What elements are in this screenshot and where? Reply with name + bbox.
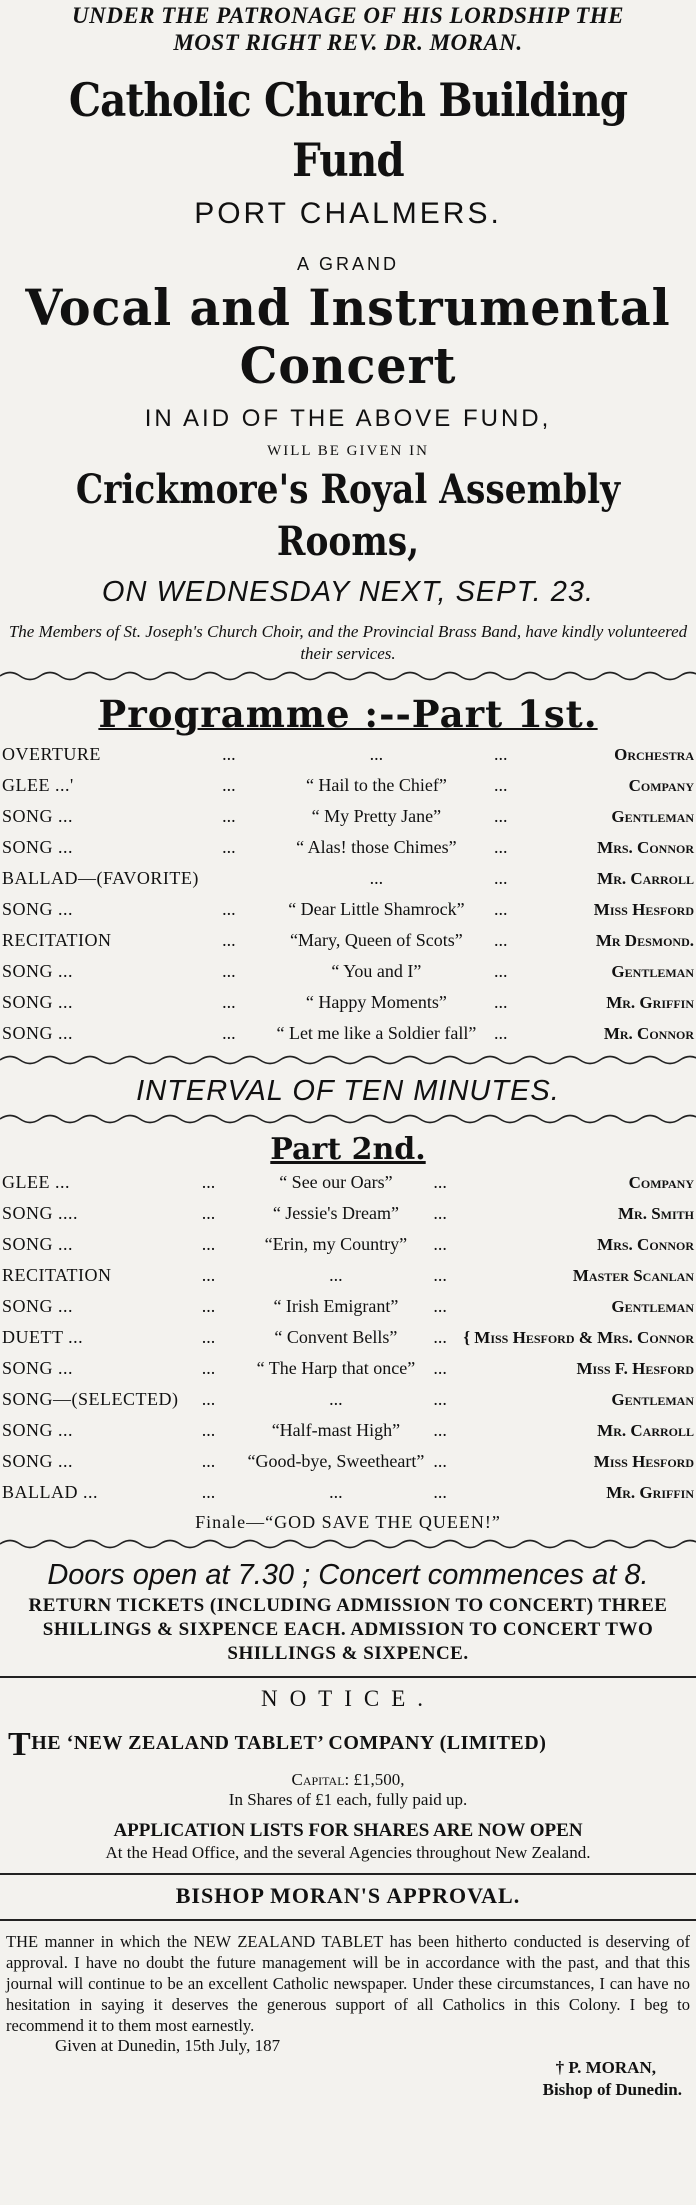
item-title: “Good-bye, Sweetheart” — [247, 1451, 425, 1471]
leader-dots: ... — [433, 1358, 447, 1378]
leader-dots: ... — [494, 775, 508, 795]
item-title: “ Hail to the Chief” — [305, 775, 447, 795]
programme-row — [0, 1167, 696, 1198]
patronage-line-2: MOST RIGHT REV. DR. MORAN. — [173, 30, 523, 55]
town-name: PORT CHALMERS. — [194, 197, 502, 230]
programme-row — [0, 1229, 696, 1260]
company-heading — [0, 1726, 696, 1764]
capital-line: Capital: £1,500, — [291, 1770, 405, 1789]
programme-row — [0, 832, 696, 863]
programme-row — [0, 894, 696, 925]
approval-title: BISHOP MORAN'S APPROVAL. — [175, 1883, 521, 1908]
signature-title: Bishop of Dunedin. — [542, 2080, 682, 2099]
programme-part1-table — [0, 739, 696, 1049]
item-type: SONG .... — [2, 1203, 79, 1223]
leader-dots: ... — [433, 1482, 447, 1502]
leader-dots: ... — [222, 1023, 236, 1043]
concert-date: ON WEDNESDAY NEXT, SEPT. 23. — [101, 576, 595, 608]
leader-dots: ... — [201, 1420, 216, 1440]
leader-dots: ... — [222, 806, 236, 826]
performer-name: Gentleman — [611, 961, 694, 981]
patronage-heading — [0, 0, 696, 56]
item-title: “ See our Oars” — [279, 1172, 393, 1192]
item-type: SONG ... — [2, 1358, 74, 1378]
performer-name: Mr. Griffin — [606, 992, 694, 1012]
finale-line: Finale—“GOD SAVE THE QUEEN!” — [195, 1512, 501, 1532]
item-title: ... — [329, 1482, 343, 1502]
leader-dots: ... — [201, 1358, 216, 1378]
leader-dots: ... — [433, 1172, 447, 1192]
item-title: “Half-mast High” — [271, 1420, 401, 1440]
doors-open-line: Doors open at 7.30 ; Concert commences at 8. — [47, 1559, 649, 1591]
leader-dots: ... — [494, 992, 508, 1012]
item-type: BALLAD—(FAVORITE) — [2, 868, 199, 888]
item-type: SONG ... — [2, 1023, 74, 1043]
leader-dots: ... — [494, 837, 508, 857]
performer-name: { Miss Hesford & Mrs. Connor — [463, 1327, 694, 1347]
programme-title: Programme :--Part 1st. — [98, 692, 598, 736]
leader-dots: ... — [433, 1203, 447, 1223]
performer-name: Company — [628, 775, 694, 795]
item-type: SONG ... — [2, 806, 74, 826]
signature-block — [0, 2056, 696, 2116]
aid-line: IN AID OF THE ABOVE FUND, — [144, 405, 552, 432]
performer-name: Master Scanlan — [572, 1265, 694, 1285]
performer-name: Mr. Griffin — [606, 1482, 694, 1502]
performer-name: Miss Hesford — [593, 1451, 694, 1471]
leader-dots: ... — [494, 930, 508, 950]
leader-dots: ... — [201, 1296, 216, 1316]
programme-row — [0, 1018, 696, 1049]
item-title: “ Alas! those Chimes” — [296, 837, 457, 857]
part2-title: Part 2nd. — [270, 1132, 426, 1167]
leader-dots: ... — [222, 775, 236, 795]
leader-dots: ... — [494, 744, 508, 764]
item-title: “ You and I” — [331, 961, 422, 981]
leader-dots: ... — [222, 992, 236, 1012]
programme-row — [0, 1384, 696, 1415]
item-type: SONG ... — [2, 1420, 74, 1440]
programme-part2-table — [0, 1167, 696, 1508]
item-title: “Erin, my Country” — [264, 1234, 408, 1254]
performer-name: Miss F. Hesford — [576, 1358, 694, 1378]
patronage-line-1: UNDER THE PATRONAGE OF HIS LORDSHIP THE — [72, 3, 624, 28]
leader-dots: ... — [222, 930, 236, 950]
performer-name: Orchestra — [614, 744, 694, 764]
leader-dots: ... — [201, 1234, 216, 1254]
performer-name: Mr. Smith — [618, 1203, 694, 1223]
item-type: SONG ... — [2, 1296, 74, 1316]
performer-name: Mr Desmond. — [595, 930, 694, 950]
item-title: “ Irish Emigrant” — [273, 1296, 399, 1316]
interval-line: INTERVAL OF TEN MINUTES. — [136, 1075, 560, 1107]
leader-dots: ... — [433, 1234, 447, 1254]
leader-dots: ... — [201, 1203, 216, 1223]
leader-dots: ... — [201, 1172, 216, 1192]
signature-name: † P. MORAN, — [555, 2058, 656, 2077]
item-type: RECITATION — [2, 1265, 112, 1285]
item-type: SONG ... — [2, 1451, 74, 1471]
venue-title: Crickmore's Royal Assembly Rooms, — [75, 466, 621, 565]
item-type: GLEE ...' — [2, 775, 74, 795]
programme-row — [0, 863, 696, 894]
item-type: SONG ... — [2, 837, 74, 857]
item-type: SONG ... — [2, 899, 74, 919]
performer-name: Mrs. Connor — [597, 1234, 694, 1254]
programme-row — [0, 1198, 696, 1229]
programme-row — [0, 1260, 696, 1291]
performer-name: Mrs. Connor — [597, 837, 694, 857]
applications-subline: At the Head Office, and the several Agencies throughout New Zealand. — [105, 1843, 591, 1862]
programme-row — [0, 1291, 696, 1322]
performer-name: Company — [628, 1172, 694, 1192]
leader-dots: ... — [201, 1265, 216, 1285]
item-title: ... — [369, 868, 384, 888]
item-title: “ Let me like a Soldier fall” — [276, 1023, 477, 1043]
item-title: ... — [329, 1265, 343, 1285]
performer-name: Gentleman — [611, 1389, 694, 1409]
item-type: GLEE ... — [2, 1172, 70, 1192]
leader-dots: ... — [201, 1389, 216, 1409]
programme-row — [0, 1477, 696, 1508]
item-title: “ Happy Moments” — [305, 992, 447, 1012]
performer-name: Miss Hesford — [593, 899, 694, 919]
ticket-prices: RETURN TICKETS (INCLUDING ADMISSION TO CONCERT) THREE SHILLINGS & SIXPENCE EACH. ADMISSION TO CONCERT TWO SHILLINGS & SIXPENCE. — [28, 1595, 668, 1664]
leader-dots: ... — [494, 868, 508, 888]
given-line: WILL BE GIVEN IN — [267, 443, 429, 459]
concert-title: Vocal and Instrumental Concert — [25, 278, 671, 395]
programme-row — [0, 739, 696, 770]
item-title: ... — [369, 744, 384, 764]
programme-row — [0, 1353, 696, 1384]
wavy-divider — [0, 1537, 696, 1551]
programme-row — [0, 1322, 696, 1353]
performer-name: Gentleman — [611, 806, 694, 826]
leader-dots: ... — [222, 899, 236, 919]
item-type: OVERTURE — [2, 744, 101, 764]
wavy-divider — [0, 1112, 696, 1126]
section-rule — [0, 1873, 696, 1875]
leader-dots: ... — [494, 1023, 508, 1043]
fund-title: Catholic Church Building Fund — [68, 73, 628, 187]
item-type: SONG ... — [2, 1234, 74, 1254]
given-at-line: Given at Dunedin, 15th July, 187 — [55, 2036, 281, 2055]
item-type: RECITATION — [2, 930, 112, 950]
section-rule — [0, 1919, 696, 1921]
leader-dots: ... — [433, 1265, 447, 1285]
leader-dots: ... — [433, 1296, 447, 1316]
item-type: SONG ... — [2, 961, 74, 981]
programme-row — [0, 801, 696, 832]
item-title: ... — [329, 1389, 343, 1409]
grand-label: A GRAND — [296, 254, 400, 274]
item-title: “ Convent Bells” — [274, 1327, 398, 1347]
approval-letter: THE manner in which the NEW ZEALAND TABLET has been hitherto conducted is deserving of approval. I have no doubt the future management will be in accordance with the past, and that this journal will continue to be an excellent Catholic newspaper. Under these circumstances, I can have no hesitation in saying it deserves the generous support of all Catholics in this Colony. I beg to recommend it to them most earnestly. — [6, 1932, 690, 2035]
performer-name: Mr. Carroll — [597, 1420, 694, 1440]
performer-name: Mr. Carroll — [597, 868, 694, 888]
company-dropcap: T — [8, 1726, 32, 1763]
leader-dots: ... — [222, 837, 236, 857]
company-name: HE ‘NEW ZEALAND TABLET’ COMPANY (LIMITED) — [31, 1732, 547, 1754]
shares-line: In Shares of £1 each, fully paid up. — [228, 1790, 468, 1809]
item-title: “ Dear Little Shamrock” — [288, 899, 465, 919]
programme-row — [0, 1415, 696, 1446]
notice-heading: NOTICE. — [260, 1686, 436, 1711]
programme-row — [0, 987, 696, 1018]
item-type: DUETT ... — [2, 1327, 84, 1347]
leader-dots — [199, 863, 259, 894]
wavy-divider — [0, 669, 696, 683]
leader-dots: ... — [433, 1389, 447, 1409]
leader-dots: ... — [201, 1482, 216, 1502]
leader-dots: ... — [222, 744, 236, 764]
leader-dots: ... — [201, 1451, 216, 1471]
item-title: “Mary, Queen of Scots” — [290, 930, 463, 950]
wavy-divider — [0, 1053, 696, 1067]
item-type: SONG ... — [2, 992, 74, 1012]
item-title: “ My Pretty Jane” — [311, 806, 442, 826]
applications-heading: APPLICATION LISTS FOR SHARES ARE NOW OPEN — [113, 1820, 583, 1841]
item-type: SONG—(SELECTED) — [2, 1389, 179, 1409]
programme-row — [0, 925, 696, 956]
leader-dots: ... — [494, 806, 508, 826]
leader-dots: ... — [433, 1451, 447, 1471]
item-title: “ Jessie's Dream” — [272, 1203, 400, 1223]
leader-dots: ... — [494, 961, 508, 981]
section-rule — [0, 1676, 696, 1678]
programme-row — [0, 770, 696, 801]
volunteer-note: The Members of St. Joseph's Church Choir, and the Provincial Brass Band, have kindly volunteered their services. — [8, 622, 688, 663]
leader-dots: ... — [222, 961, 236, 981]
item-type: BALLAD ... — [2, 1482, 98, 1502]
leader-dots: ... — [433, 1327, 447, 1347]
performer-name: Mr. Connor — [603, 1023, 694, 1043]
item-title: “ The Harp that once” — [256, 1358, 416, 1378]
leader-dots: ... — [433, 1420, 447, 1440]
programme-row — [0, 956, 696, 987]
leader-dots: ... — [494, 899, 508, 919]
leader-dots: ... — [201, 1327, 216, 1347]
performer-name: Gentleman — [611, 1296, 694, 1316]
programme-row — [0, 1446, 696, 1477]
